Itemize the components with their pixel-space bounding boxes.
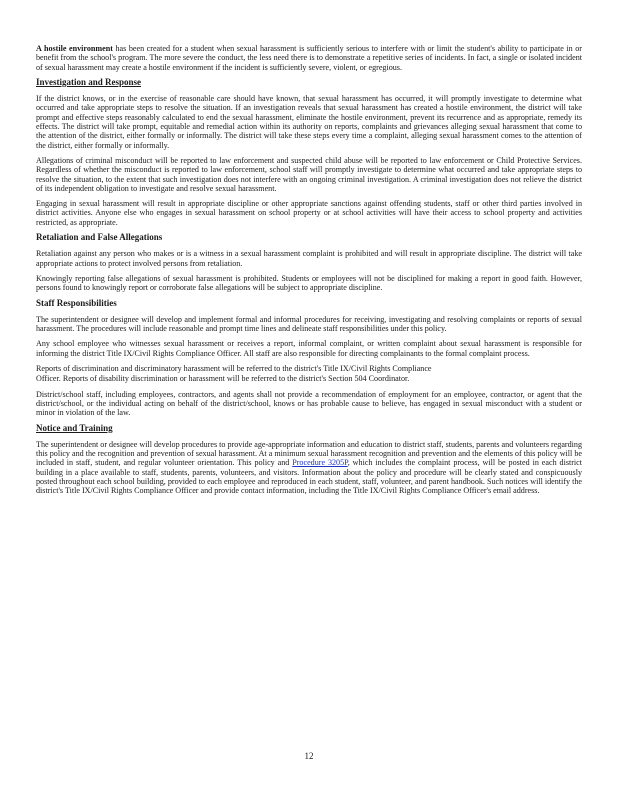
investigation-paragraph-2: Allegations of criminal misconduct will be reported to law enforcement and suspected child abuse will be reported to law enforcement or Child Protective Services. Regardless of whether the misconduct is reported to law enforcement, school staff will promptly investigate to determine what occurred and take appropriate steps to resolve the situation, to the extent that such investigation does not interfere with an ongoing criminal investigation. A criminal investigation does not relieve the district of its independent obligation to investigate and resolve sexual harassment. [36,155,582,193]
staff-responsibilities-heading: Staff Responsibilities [36,297,117,308]
retaliation-paragraph-2: Knowingly reporting false allegations of sexual harassment is prohibited. Students or employees will not be disciplined for making a report in good faith. However, persons found to knowingly report or corroborate false allegations will be subject to appropriate discipline. [36,273,582,293]
investigation-heading: Investigation and Response [36,76,142,87]
intro-text: has been created for a student when sexual harassment is sufficiently serious to interfere with or limit the student's ability to participate in or benefit from the school's program. The more severe the conduct, the less need there is to demonstrate a repetitive series of incidents. In fact, a single or isolated incident of sexual harassment may create a hostile environment if the incident is sufficiently severe, violent, or egregious. [36,44,582,72]
page-number: 12 [304,751,314,761]
staff-referral-line-2: Officer. Reports of disability discrimination or harassment will be referred to the district's Section 504 Coordinator. [36,374,410,384]
staff-paragraph-1: The superintendent or designee will develop and implement formal and informal procedures for receiving, investigating and resolving complaints or reports of sexual harassment. The procedures will include reasonable and prompt time lines and delineate staff responsibilities under this policy. [36,314,582,334]
intro-paragraph [36,44,582,72]
hostile-environment-term: A hostile environment [36,44,113,53]
retaliation-paragraph-1: Retaliation against any person who makes or is a witness in a sexual harassment complaint is prohibited and will result in appropriate discipline. The district will take appropriate actions to protect involved persons from retaliation. [36,249,582,268]
retaliation-heading: Retaliation and False Allegations [36,232,163,243]
investigation-paragraph-3: Engaging in sexual harassment will result in appropriate discipline or other appropriate sanctions against offending students, staff or other third parties involved in district activities. Anyone else who engages in sexual harassment on school property or at school activities will have their access to school property and activities restricted, as appropriate. [36,199,582,227]
procedure-3205p-link[interactable]: Procedure 3205P [292,458,348,468]
investigation-paragraph-1: If the district knows, or in the exercise of reasonable care should have known, that sexual harassment has occurred, it will promptly investigate to determine what occurred and take appropriate steps to resolve the situation. If an investigation reveals that sexual harassment has created a hostile environment, the district will take prompt and effective steps reasonably calculated to end the sexual harassment, eliminate the hostile environment, prevent its recurrence and as appropriate, remedy its effects. The district will take prompt, equitable and remedial action within its authority on reports, complaints and grievances alleging sexual harassment that come to the attention of the district, either formally or informally. The district will take these steps every time a complaint, alleging sexual harassment comes to the attention of the district, either formally or informally. [36,94,582,150]
notice-text-part-1: The superintendent or designee will develop procedures to provide age-appropriate information and education to district staff, students, parents and volunteers regarding this policy and the recognition and prevention of sexual harassment. At a minimum sexual harassment recognition and prevention and the elements of this policy will be included in staff, student, and regular volunteer orientation. This policy and [36,439,583,468]
notice-paragraph [36,440,582,496]
staff-paragraph-4: District/school staff, including employees, contractors, and agents shall not provide a recommendation of employment for an employee, contractor, or agent that the district/school, or the individual acting on behalf of the district/school, knows or has probable cause to believe, has engaged in sexual misconduct with a student or minor in violation of the law. [36,389,582,418]
staff-referral-line-1: Reports of discrimination and discriminatory harassment will be referred to the district's Title IX/Civil Rights Compliance [36,364,432,374]
notice-text-part-2: , which includes the complaint process, will be posted in each district building in a place available to staff, students, parents, volunteers, and visitors. Information about the policy and procedure will be clearly stated and conspicuously posted throughout each school building, provided to each employee and reproduced in each student, staff, volunteer, and parent handbook. Such notices will identify the district's Title IX/Civil Rights Compliance Officer and provide contact information, including the Title IX/Civil Rights Compliance Officer's email address. [36,458,583,496]
staff-paragraph-2: Any school employee who witnesses sexual harassment or receives a report, informal complaint, or written complaint about sexual harassment is responsible for informing the district Title IX/Civil Rights Compliance Officer. All staff are also responsible for directing complainants to the formal complaint process. [36,339,582,358]
document-page [36,44,582,502]
notice-training-heading: Notice and Training [36,422,113,433]
